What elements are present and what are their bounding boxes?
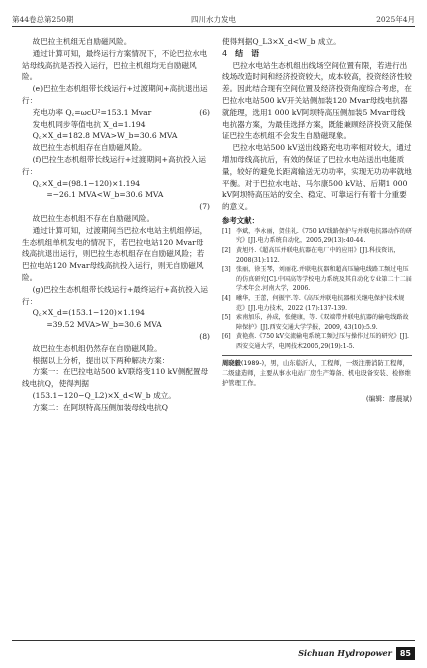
bio-divider xyxy=(222,355,412,356)
reference-text: 索南加乐，孙成，张健康，等.《双端带并联电抗器的输电线路故障保护》[J].西安交通大学学报，2009, 43(10):5.9. xyxy=(236,314,409,331)
equation-line: =−26.1 MVA<W_b=30.6 MVA xyxy=(46,190,164,200)
equation-line: Q꜀×X_d=(98.1−120)×1.194 xyxy=(32,178,141,188)
page-number: 85 xyxy=(396,647,415,660)
editor-credit: (编辑：廖晨斌) xyxy=(365,395,412,404)
reference-text: 李斌，李永丽，贺佳礼.《750 kV线路保护与并联电抗器动作的研究》[J].电力系统自动化，2005,29(13):40-44. xyxy=(236,227,412,245)
paragraph: 巴拉水电站500 kV送出线路充电功率相对较大，通过增加母线高抗后，有效的保证了巴拉水电站送出电能质量，较好的避免长距离输送无功功率，实现无功功率就地平衡。对于巴拉水电站、马尔康500 kV站、后期1 000 kV阿坝特高压站的安全、稳定、可靠运行有着十分重要的意义。 xyxy=(222,143,412,212)
reference-text: 曦华，王蕾，何振宇.等.《高压并联电抗器相关继电保护技术规范》[J].电力技术，2022 (17):137-139. xyxy=(236,294,405,312)
author-bio xyxy=(222,359,412,388)
case-heading: (f)巴拉生态机组带长线运行+过渡期间+高抗投入运行： xyxy=(22,154,206,176)
paragraph: 故巴拉主机组无自励磁风险。 xyxy=(32,37,132,46)
reference-item xyxy=(222,246,412,265)
issue-info: 第44卷总第250期 xyxy=(12,15,74,24)
page-header xyxy=(12,12,415,26)
reference-index: [1] xyxy=(222,227,231,235)
references-list xyxy=(222,227,412,352)
equation-line: 发电机同步等值电抗 X_d=1.194 xyxy=(32,119,146,129)
section-heading xyxy=(222,48,412,60)
journal-title: 四川水力发电 xyxy=(191,15,236,24)
case-heading: (g)巴拉生态机组带长线运行+最终运行+高抗投入运行： xyxy=(22,284,209,306)
footer-divider xyxy=(12,640,415,641)
paragraph: 通过计算可知，过渡期间当巴拉水电站主机组停运，生态机组单机发电的情况下，若巴拉电站120 Mvar母线高抗退出运行，则巴拉生态机组存在自励磁风险；若巴拉电站120 Mvar母线高抗投入运行，则无自励磁风险。 xyxy=(22,225,208,282)
journal-name: Sichuan Hydropower xyxy=(298,648,392,658)
reference-index: [2] xyxy=(222,246,231,254)
reference-text: 张丽，徐玉琴，刘丽花.并联电抗器和超高压输电线路工频过电压的仿真研究[C].中国高等学校电力系统及其自动化专业第二十二届学术年会.河南大学，2006. xyxy=(236,266,412,293)
paragraph: 通过计算可知，最终运行方案情况下，不论巴拉水电站母线高抗是否投入运行，巴拉主机组均无自励磁风险。 xyxy=(22,48,208,82)
equation-line: (153.1−120−Q_L2)×X_d<W_b 成立。 xyxy=(32,390,176,400)
reference-item xyxy=(222,294,412,313)
reference-item xyxy=(222,227,412,246)
author-name: 周晓毅 xyxy=(222,360,241,368)
equation-line: Q꜀×X_d=182.8 MVA>W_b=30.6 MVA xyxy=(32,131,178,141)
reference-item xyxy=(222,313,412,332)
section-number: 4 xyxy=(222,48,228,58)
reference-index: [5] xyxy=(222,314,231,322)
reference-text: 黄旭丹.《超高压并联电抗器在电厂中的应用》[J].科技资讯，2008(31):112. xyxy=(236,246,400,264)
reference-item xyxy=(222,332,412,351)
reference-text: 黄艳燕.《750 kV交流输电系统工频过压与操作过压的研究》[J].西安交通大学，电网技术2005,29(19):1-5. xyxy=(236,333,409,350)
paragraph: 故巴拉生态机组存在自励磁风险。 xyxy=(32,143,147,153)
reference-index: [4] xyxy=(222,294,231,302)
reference-index: [6] xyxy=(222,333,231,341)
section-title: 结 语 xyxy=(235,48,260,58)
reference-index: [3] xyxy=(222,266,231,274)
equation-line: Q꜀×X_d=(153.1−120)×1.194 xyxy=(32,308,145,318)
left-column xyxy=(22,36,210,414)
page-footer xyxy=(298,645,415,661)
equation-number: (8) xyxy=(199,331,210,341)
right-column xyxy=(222,36,412,406)
paragraph: 故巴拉生态机组不存在自励磁风险。 xyxy=(32,213,155,223)
equation-number: (7) xyxy=(199,202,210,212)
paragraph: 根据以上分析，提出以下两种解决方案： xyxy=(32,355,170,365)
reference-item xyxy=(222,265,412,294)
paragraph: 巴拉水电站生态机组出线场空间位置有限，若进行出线场改造时间和经济投资较大，成本较高，投资经济性较差。因此结合现有空间位置及经济投资角度综合考虑，在巴拉水电站500 kV开关站侧加装120 Mvar母线电抗器就能理，选用1 000 kV阿坝特高压侧加装5 Mvar母线电抗器方案，为最佳选择方案，既能兼顾经济投资又能保证巴拉生态机组不会发生自励磁现象。 xyxy=(222,60,412,141)
equation-line: =39.52 MVA>W_b=30.6 MVA xyxy=(46,320,162,330)
paragraph: 使得判据Q_L3×X_d<W_b 成立。 xyxy=(222,37,341,46)
author-bio-text: (1989-)，男，山东临沂人，工程师，一级注册消防工程师，二级建造师，主要从事水电站厂房生产筹备、机电设备安装、检修维护管理工作。 xyxy=(222,360,411,387)
header-divider xyxy=(12,26,415,27)
equation-text: 充电功率 Q꜀=ωcU²=153.1 Mvar xyxy=(32,107,152,117)
equation-6 xyxy=(22,107,210,119)
paragraph: 方案一：在巴拉电站500 kV联络变110 kV侧配置母线电抗Q，使得判据 xyxy=(22,367,209,389)
paragraph: 故巴拉生态机组仍然存在自励磁风险。 xyxy=(32,343,162,353)
paragraph: 方案二：在阿坝特高压侧加装母线电抗Q xyxy=(32,402,168,412)
references-heading: 参考文献： xyxy=(222,215,259,225)
equation-number: (6) xyxy=(199,107,210,117)
case-heading: (e)巴拉生态机组带长线运行+过渡期间+高抗退出运行： xyxy=(22,84,208,105)
issue-date: 2025年4月 xyxy=(376,15,415,24)
